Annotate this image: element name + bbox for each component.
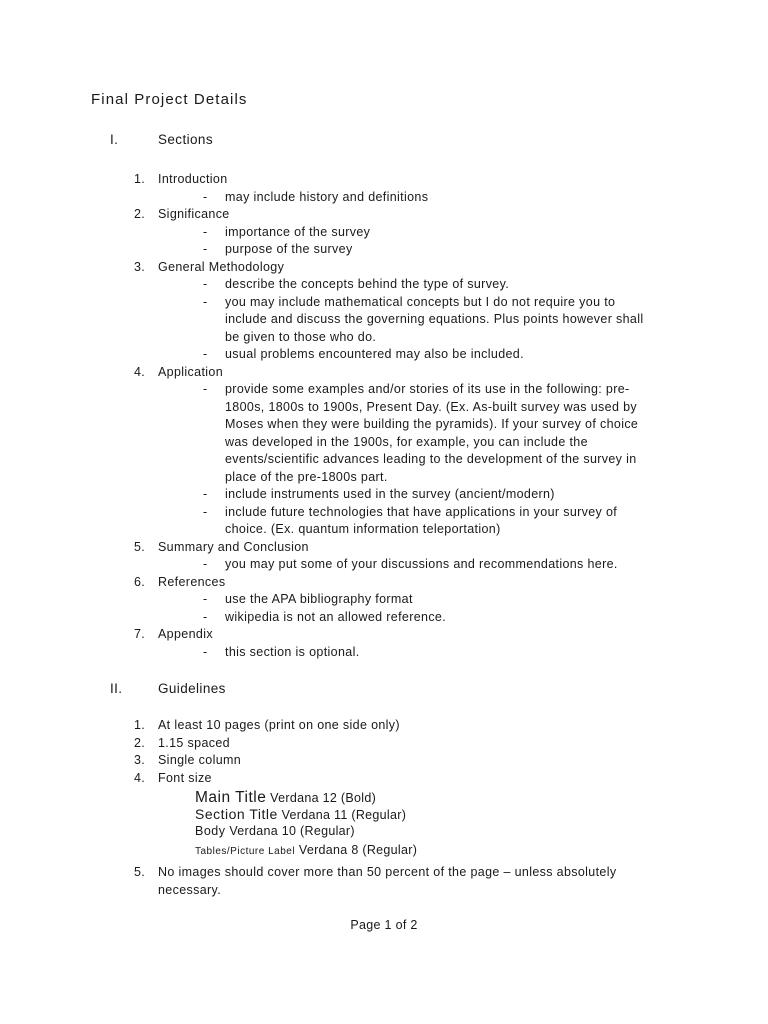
font-size-spec: Verdana 8 (Regular) [298, 843, 418, 857]
bullet-dash: - [203, 557, 208, 571]
bullet-text: provide some examples and/or stories of its use in the following: pre- [225, 382, 630, 396]
font-size-label: Tables/Picture Label [195, 846, 296, 857]
bullet-text: usual problems encountered may also be included. [225, 347, 524, 361]
item-label: Application [158, 364, 224, 379]
item-number: 4. [134, 364, 146, 379]
font-size-spec: Verdana 11 (Regular) [281, 808, 407, 822]
item-label: Summary and Conclusion [158, 539, 309, 554]
item-number: 1. [134, 718, 146, 732]
item-text: necessary. [158, 882, 222, 897]
bullet-text: this section is optional. [225, 644, 360, 659]
bullet-dash: - [203, 644, 208, 659]
item-text: At least 10 pages (print on one side only) [158, 718, 400, 732]
bullet-text: purpose of the survey [225, 242, 353, 256]
bullet-text: you may include mathematical concepts but I do not require you to [225, 294, 616, 309]
bullet-dash: - [203, 294, 208, 309]
page-title: Final Project Details [91, 91, 248, 108]
bullet-text: you may put some of your discussions and recommendations here. [225, 557, 618, 571]
bullet-text: 1800s, 1800s to 1900s, Present Day. (Ex. As-built survey was used by [225, 399, 637, 414]
bullet-dash: - [203, 609, 208, 624]
bullet-text: importance of the survey [225, 224, 371, 239]
font-size-label: Body [195, 824, 226, 838]
bullet-dash: - [203, 347, 208, 361]
page-footer: Page 1 of 2 [350, 918, 418, 932]
item-label: Significance [158, 207, 230, 221]
item-number: 5. [134, 865, 146, 879]
font-size-label: Main Title [195, 789, 267, 806]
bullet-dash: - [203, 504, 208, 519]
item-number: 2. [134, 735, 146, 750]
bullet-dash: - [203, 189, 208, 204]
item-number: 5. [134, 539, 146, 554]
item-label: References [158, 574, 226, 589]
font-size-label: Section Title [195, 806, 278, 822]
bullet-text: use the APA bibliography format [225, 592, 413, 606]
section-numeral: I. [110, 132, 119, 147]
bullet-text: include instruments used in the survey (ancient/modern) [225, 487, 555, 501]
font-size-spec: Verdana 12 (Bold) [270, 791, 377, 805]
item-text: No images should cover more than 50 percent of the page – unless absolutely [158, 865, 617, 879]
font-size-row [195, 843, 417, 857]
bullet-dash: - [203, 382, 208, 396]
item-label: Appendix [158, 627, 213, 641]
item-number: 2. [134, 207, 146, 221]
bullet-text: wikipedia is not an allowed reference. [225, 609, 447, 624]
item-text: Font size [158, 770, 212, 785]
bullet-text: include and discuss the governing equations. Plus points however shall [225, 312, 644, 326]
bullet-text: may include history and definitions [225, 189, 429, 204]
font-size-spec: Verdana 10 (Regular) [229, 824, 355, 838]
item-label: General Methodology [158, 259, 285, 274]
item-text: 1.15 spaced [158, 735, 230, 750]
item-number: 4. [134, 770, 146, 785]
bullet-dash: - [203, 224, 208, 239]
font-size-row [195, 824, 355, 838]
bullet-text: events/scientific advances leading to the development of the survey in [225, 452, 637, 466]
bullet-text: place of the pre-1800s part. [225, 469, 388, 484]
font-size-row [195, 806, 406, 822]
bullet-text: choice. (Ex. quantum information teleportation) [225, 522, 501, 536]
item-label: Introduction [158, 172, 228, 186]
bullet-text: include future technologies that have applications in your survey of [225, 504, 618, 519]
bullet-text: describe the concepts behind the type of survey. [225, 277, 510, 291]
item-number: 3. [134, 753, 146, 767]
bullet-dash: - [203, 487, 208, 501]
item-number: 6. [134, 574, 146, 589]
bullet-text: was developed in the 1900s, for example, you can include the [225, 434, 588, 449]
bullet-dash: - [203, 592, 208, 606]
section-numeral: II. [110, 681, 123, 696]
font-size-row [195, 789, 376, 807]
item-number: 7. [134, 627, 146, 641]
bullet-text: be given to those who do. [225, 329, 377, 344]
section-label: Guidelines [158, 681, 226, 696]
item-number: 1. [134, 172, 146, 186]
item-text: Single column [158, 753, 242, 767]
bullet-dash: - [203, 242, 208, 256]
item-number: 3. [134, 259, 146, 274]
bullet-dash: - [203, 277, 208, 291]
section-label: Sections [158, 132, 213, 147]
bullet-text: Moses when they were building the pyramids). If your survey of choice [225, 417, 639, 431]
